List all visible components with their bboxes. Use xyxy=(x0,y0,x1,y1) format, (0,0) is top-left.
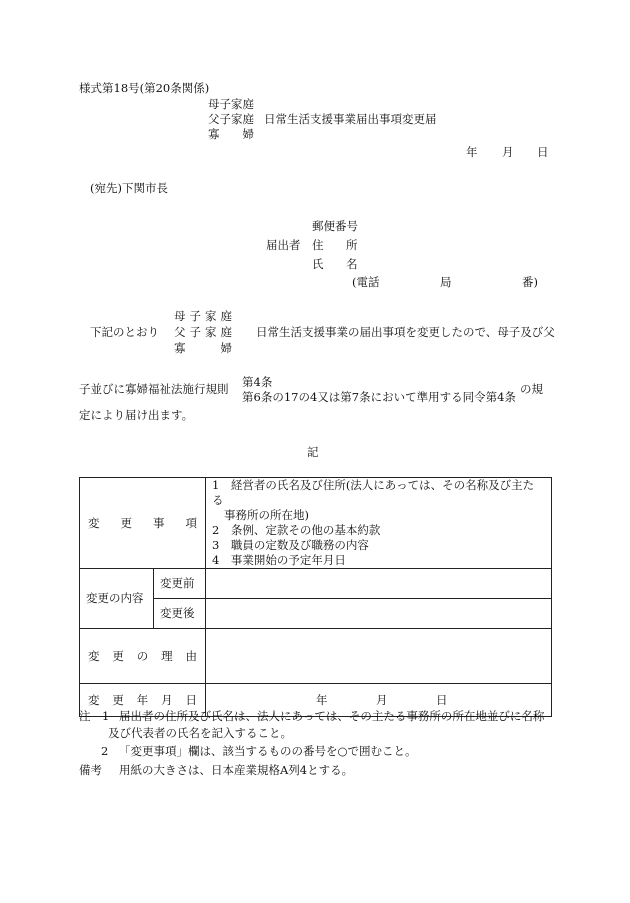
date-year-label: 年 xyxy=(466,145,478,159)
date-day-label: 日 xyxy=(537,145,549,159)
after-value-cell[interactable] xyxy=(206,599,552,629)
after-label: 変更後 xyxy=(160,606,195,620)
remark-prefix: 備考 xyxy=(79,763,102,777)
body-family-types xyxy=(174,311,232,359)
phone-station-label: 局 xyxy=(440,275,452,289)
reason-label: 変 更 の 理 由 xyxy=(88,648,197,663)
cell-after-label xyxy=(154,599,206,629)
body-line2-end: の規 xyxy=(520,382,543,396)
body-line1-rest: 日常生活支援事業の届出事項を変更したので、母子及び父 xyxy=(256,325,555,339)
cell-before-label xyxy=(154,569,206,599)
change-details-table xyxy=(79,477,552,717)
note-2-text: 「変更事項」欄は、該当するものの番号を○で囲むこと。 xyxy=(119,744,417,758)
article-option-b: 第6条の17の4又は第7条において準用する同令第4条 xyxy=(242,390,516,404)
body-type-boshi: 母 子 家 庭 xyxy=(174,309,232,323)
change-item-3: 3 職員の定数及び職務の内容 xyxy=(212,538,369,552)
cell-content-label xyxy=(80,569,154,629)
title-type-kafu: 寡 婦 xyxy=(208,127,254,141)
form-number: 様式第18号(第20条関係) xyxy=(79,81,210,95)
name-label-1: 氏 xyxy=(312,257,324,271)
date-month-label: 月 xyxy=(502,145,514,159)
change-date-fields xyxy=(212,693,545,708)
change-item-1-cont: 事務所の所在地) xyxy=(224,508,309,522)
address-label-1: 住 xyxy=(312,238,324,252)
body-line2-start: 子並びに寡婦福祉法施行規則 xyxy=(79,382,229,396)
change-date-year: 年 xyxy=(316,692,328,707)
postal-code-label: 郵便番号 xyxy=(312,219,358,233)
phone-number-label: 番) xyxy=(522,275,538,289)
change-items-label: 変 更 事 項 xyxy=(88,515,197,530)
body-type-kafu: 寡 婦 xyxy=(174,341,232,355)
title-type-boshi: 母子家庭 xyxy=(208,97,254,111)
addressee: (宛先)下関市長 xyxy=(90,181,168,195)
change-item-2: 2 条例、定款その他の基本約款 xyxy=(212,523,381,537)
before-value-cell[interactable] xyxy=(206,569,552,599)
address-label-2: 所 xyxy=(346,238,358,252)
applicant-label: 届出者 xyxy=(266,238,301,252)
remark-text: 用紙の大きさは、日本産業規格A列4とする。 xyxy=(119,763,354,777)
document-title: 日常生活支援事業届出事項変更届 xyxy=(264,112,437,126)
note-2-prefix: 2 xyxy=(101,744,109,758)
title-type-fushi: 父子家庭 xyxy=(208,112,254,126)
change-date-label: 変 更 年 月 日 xyxy=(88,692,197,707)
note-1-prefix: 注 1 xyxy=(79,709,110,723)
body-line3: 定により届け出ます。 xyxy=(79,408,194,422)
article-option-a: 第4条 xyxy=(242,375,273,389)
title-family-types xyxy=(208,99,258,144)
cell-change-items-label xyxy=(80,478,206,569)
change-date-day: 日 xyxy=(436,692,448,707)
body-type-fushi: 父 子 家 庭 xyxy=(174,325,232,339)
ki-heading: 記 xyxy=(307,445,319,459)
change-date-month: 月 xyxy=(376,692,388,707)
row-reason xyxy=(80,629,552,684)
phone-label: (電話 xyxy=(352,275,380,289)
body-intro: 下記のとおり xyxy=(90,325,159,339)
cell-change-items-list xyxy=(206,478,552,569)
note-1-line1: 届出者の住所及び氏名は、法人にあっては、その主たる事務所の所在地並びに名称 xyxy=(119,709,545,723)
note-1-line2: 及び代表者の氏名を記入すること。 xyxy=(108,726,292,740)
name-label-2: 名 xyxy=(346,257,358,271)
change-item-1: 1 経営者の氏名及び住所(法人にあっては、その名称及び主たる xyxy=(212,478,535,507)
before-label: 変更前 xyxy=(160,576,195,590)
change-item-4: 4 事業開始の予定年月日 xyxy=(212,553,346,567)
content-label: 変更の内容 xyxy=(86,591,144,605)
row-change-items xyxy=(80,478,552,569)
row-before xyxy=(80,569,552,599)
cell-reason-label xyxy=(80,629,206,684)
reason-value-cell[interactable] xyxy=(206,629,552,684)
